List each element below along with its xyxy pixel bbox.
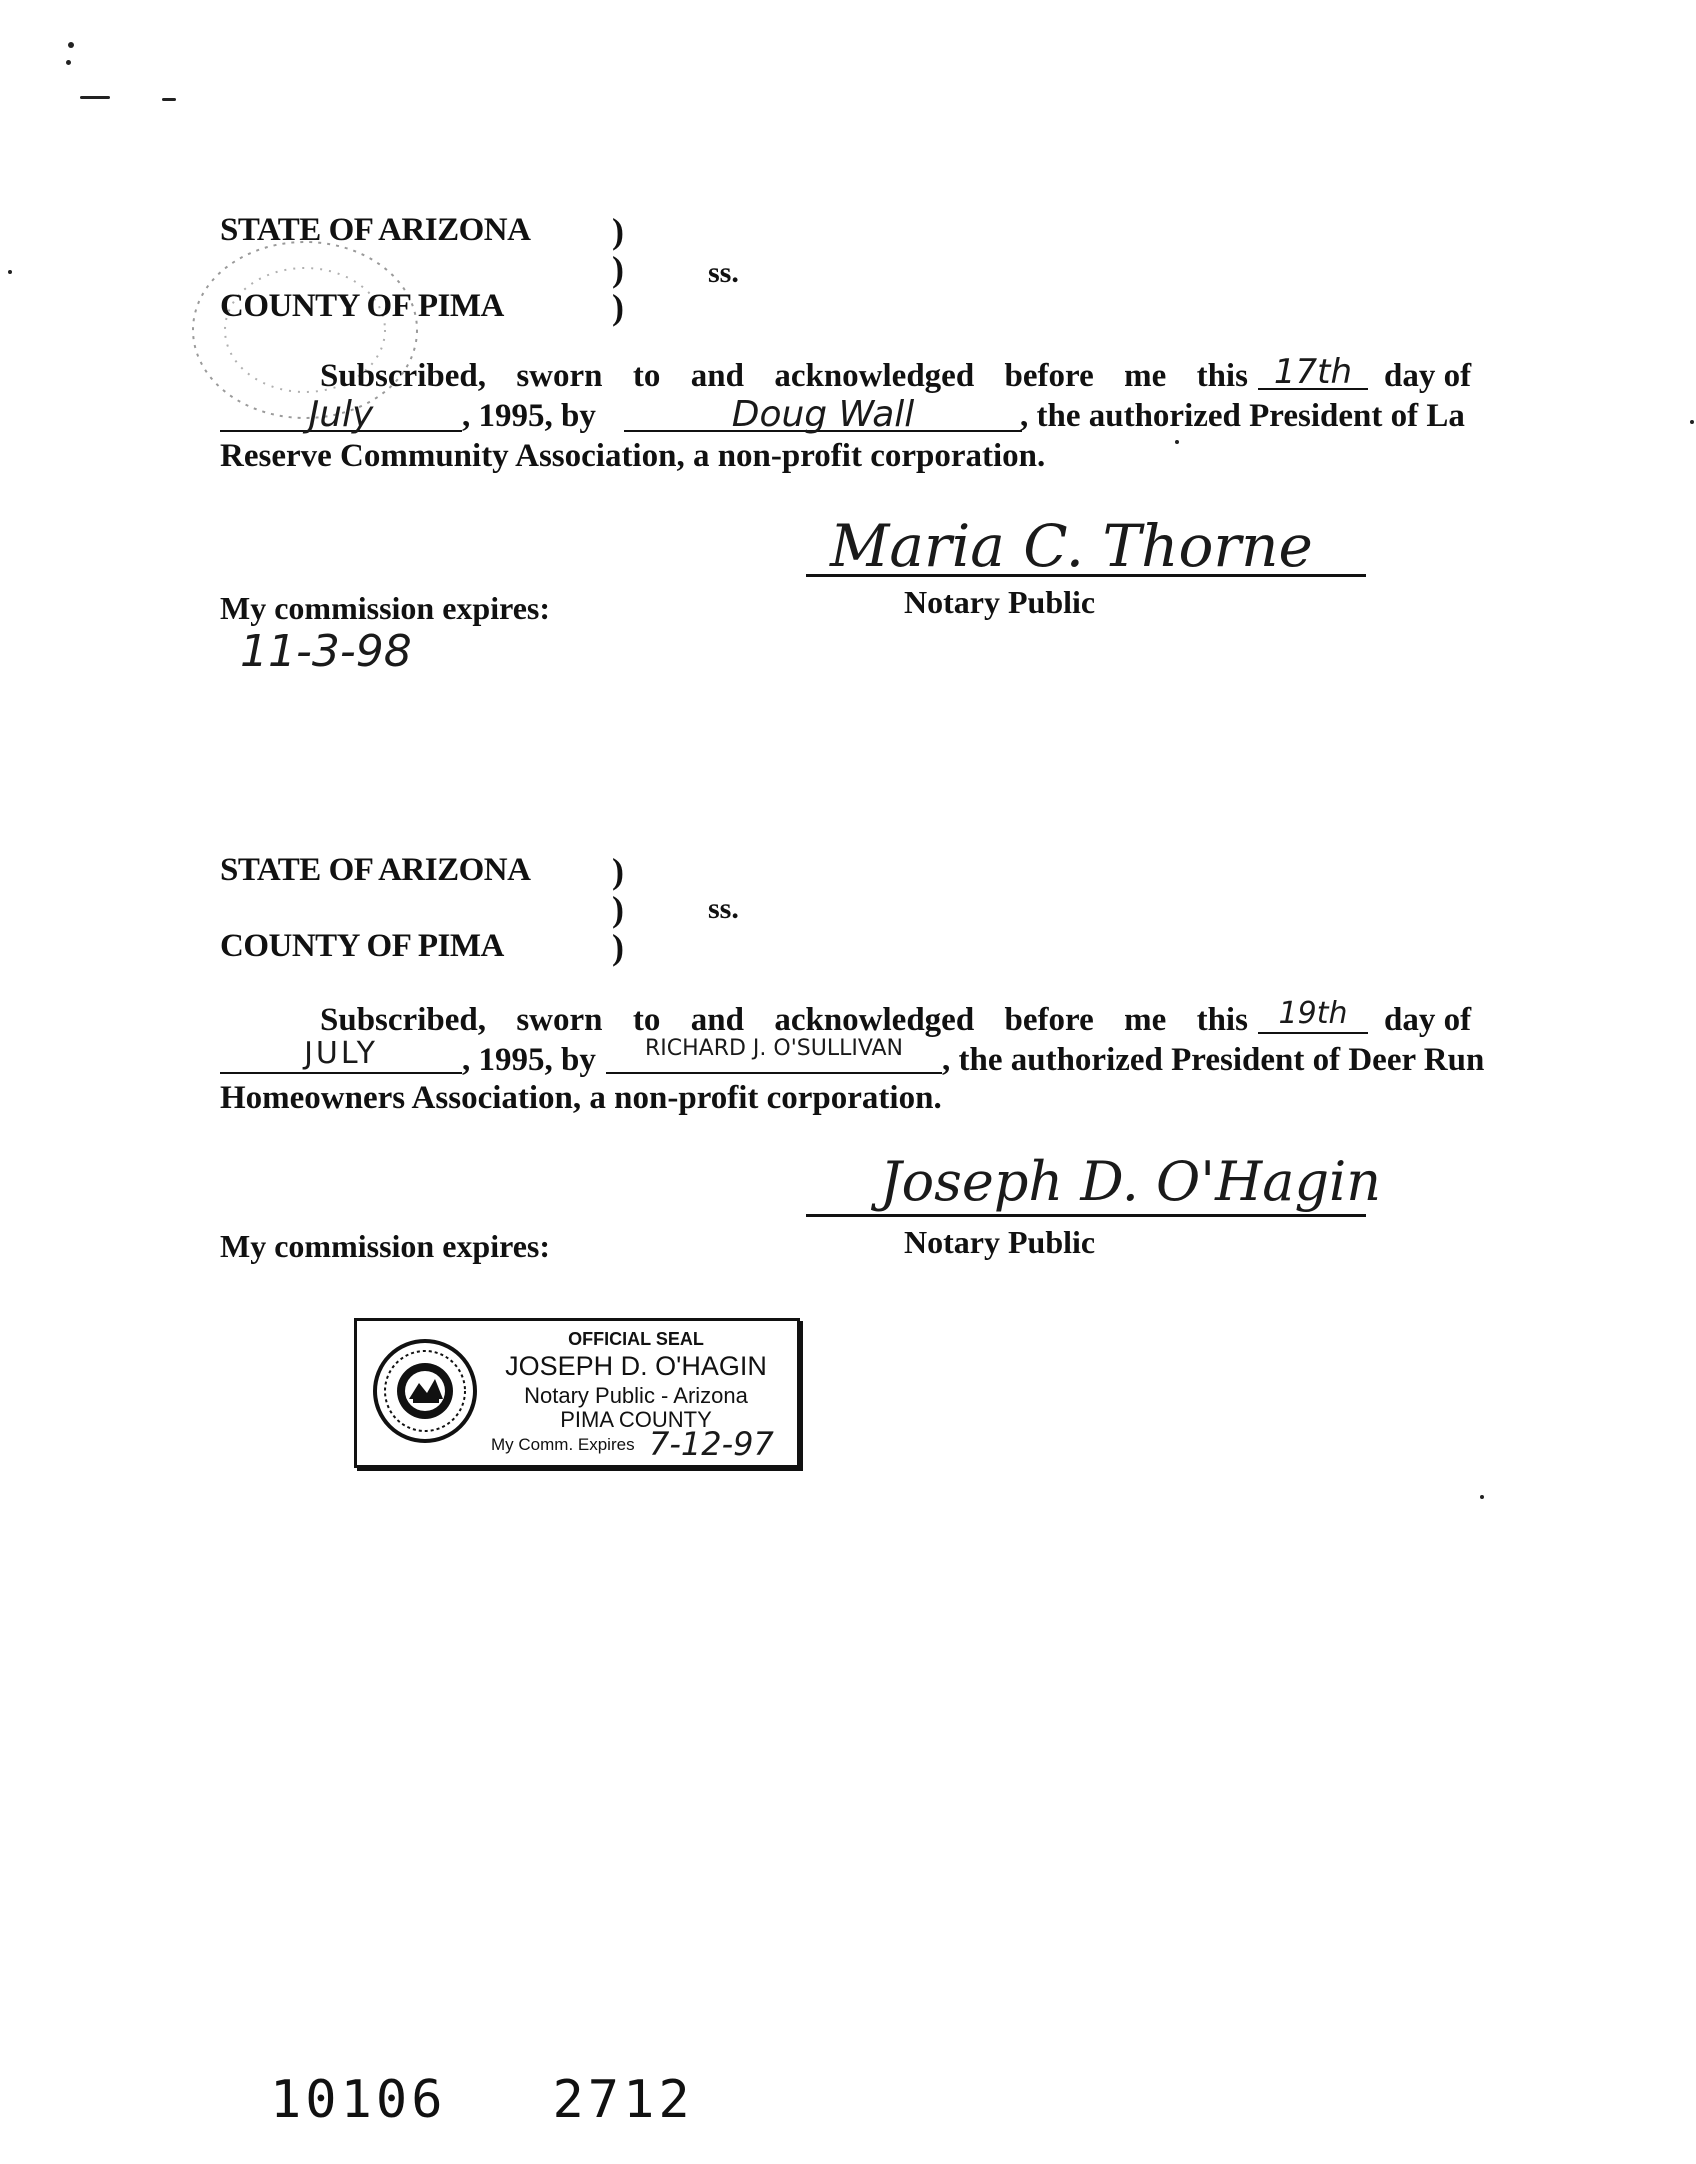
day-blank — [1258, 996, 1368, 1034]
venue-bracket: ) — [612, 249, 624, 289]
state-seal-icon — [371, 1337, 479, 1445]
oath-word: acknowledged — [774, 358, 975, 394]
commission-expires-label: My commission expires: — [220, 590, 551, 626]
county-label: COUNTY OF PIMA — [220, 288, 504, 324]
oath-word: this — [1196, 358, 1248, 394]
oath-word: sworn — [516, 1002, 603, 1038]
scan-speck — [80, 96, 110, 99]
oath-word: and — [690, 358, 744, 394]
scan-speck — [1480, 1495, 1484, 1499]
president-text: , the authorized President of La — [1020, 398, 1465, 434]
oath-word: and — [690, 1002, 744, 1038]
association-text: Reserve Community Association, a non-profit corporation. — [220, 438, 1046, 474]
signature-line — [806, 1214, 1366, 1217]
ss-label: ss. — [708, 892, 739, 925]
seal-title: OFFICIAL SEAL — [568, 1329, 704, 1349]
oath-word: Subscribed, — [320, 1002, 486, 1038]
oath-line-1 — [320, 356, 1248, 396]
month-blank — [220, 1036, 462, 1074]
notary-signature: Joseph D. O'Hagin — [880, 1150, 1382, 1213]
notary-public-label: Notary Public — [904, 584, 1096, 620]
seal-county: PIMA COUNTY — [560, 1407, 712, 1432]
commission-expires-label: My commission expires: — [220, 1228, 551, 1264]
scan-speck — [162, 98, 176, 101]
scan-speck — [8, 270, 12, 274]
scan-speck — [1175, 440, 1179, 444]
name-blank — [606, 1036, 942, 1074]
year-by-text: , 1995, by — [462, 1042, 596, 1078]
oath-line-1 — [320, 1000, 1248, 1040]
notary-public-label: Notary Public — [904, 1224, 1096, 1260]
seal-notary-role: Notary Public - Arizona — [524, 1383, 748, 1408]
venue-bracket: ) — [612, 927, 624, 967]
oath-word: sworn — [516, 358, 603, 394]
name-blank — [624, 394, 1022, 435]
official-seal-stamp — [354, 1318, 800, 1468]
state-label: STATE OF ARIZONA — [220, 852, 531, 888]
month-handwritten: July — [308, 394, 374, 435]
day-handwritten: 19th — [1278, 996, 1348, 1031]
oath-word: to — [632, 1002, 661, 1038]
scan-speck — [1690, 420, 1694, 424]
month-handwritten: JULY — [304, 1036, 378, 1071]
oath-word: before — [1004, 358, 1094, 394]
name-handwritten: RICHARD J. O'SULLIVAN — [644, 1036, 903, 1061]
seal-expires-label: My Comm. Expires — [491, 1435, 635, 1454]
month-blank — [220, 394, 462, 435]
seal-notary-name: JOSEPH D. O'HAGIN — [505, 1351, 767, 1381]
president-text: , the authorized President of Deer Run — [942, 1042, 1485, 1078]
oath-word: before — [1004, 1002, 1094, 1038]
venue-bracket: ) — [612, 889, 624, 929]
day-of-label: day of — [1384, 1002, 1472, 1038]
state-label: STATE OF ARIZONA — [220, 212, 531, 248]
day-blank — [1258, 352, 1368, 390]
signature-line — [806, 574, 1366, 577]
day-handwritten: 17th — [1273, 352, 1353, 392]
oath-word: Subscribed, — [320, 358, 486, 394]
venue-bracket: ) — [612, 851, 624, 891]
oath-word: me — [1124, 358, 1167, 394]
venue-bracket: ) — [612, 287, 624, 327]
oath-word: me — [1124, 1002, 1167, 1038]
commission-date-handwritten: 11-3-98 — [240, 626, 412, 677]
oath-word: this — [1196, 1002, 1248, 1038]
notary-signature: Maria C. Thorne — [830, 512, 1313, 580]
ss-label: ss. — [708, 256, 739, 289]
oath-word: acknowledged — [774, 1002, 975, 1038]
name-handwritten: Doug Wall — [731, 394, 915, 435]
scan-speck — [68, 42, 74, 48]
venue-bracket: ) — [612, 211, 624, 251]
scan-speck — [66, 60, 71, 65]
document-number: 10106 2712 — [270, 2070, 694, 2130]
county-label: COUNTY OF PIMA — [220, 928, 504, 964]
seal-expires-handwritten: 7-12-97 — [649, 1425, 774, 1463]
day-of-label: day of — [1384, 358, 1472, 394]
oath-word: to — [632, 358, 661, 394]
year-by-text: , 1995, by — [462, 398, 596, 434]
association-text: Homeowners Association, a non-profit corporation. — [220, 1080, 942, 1116]
